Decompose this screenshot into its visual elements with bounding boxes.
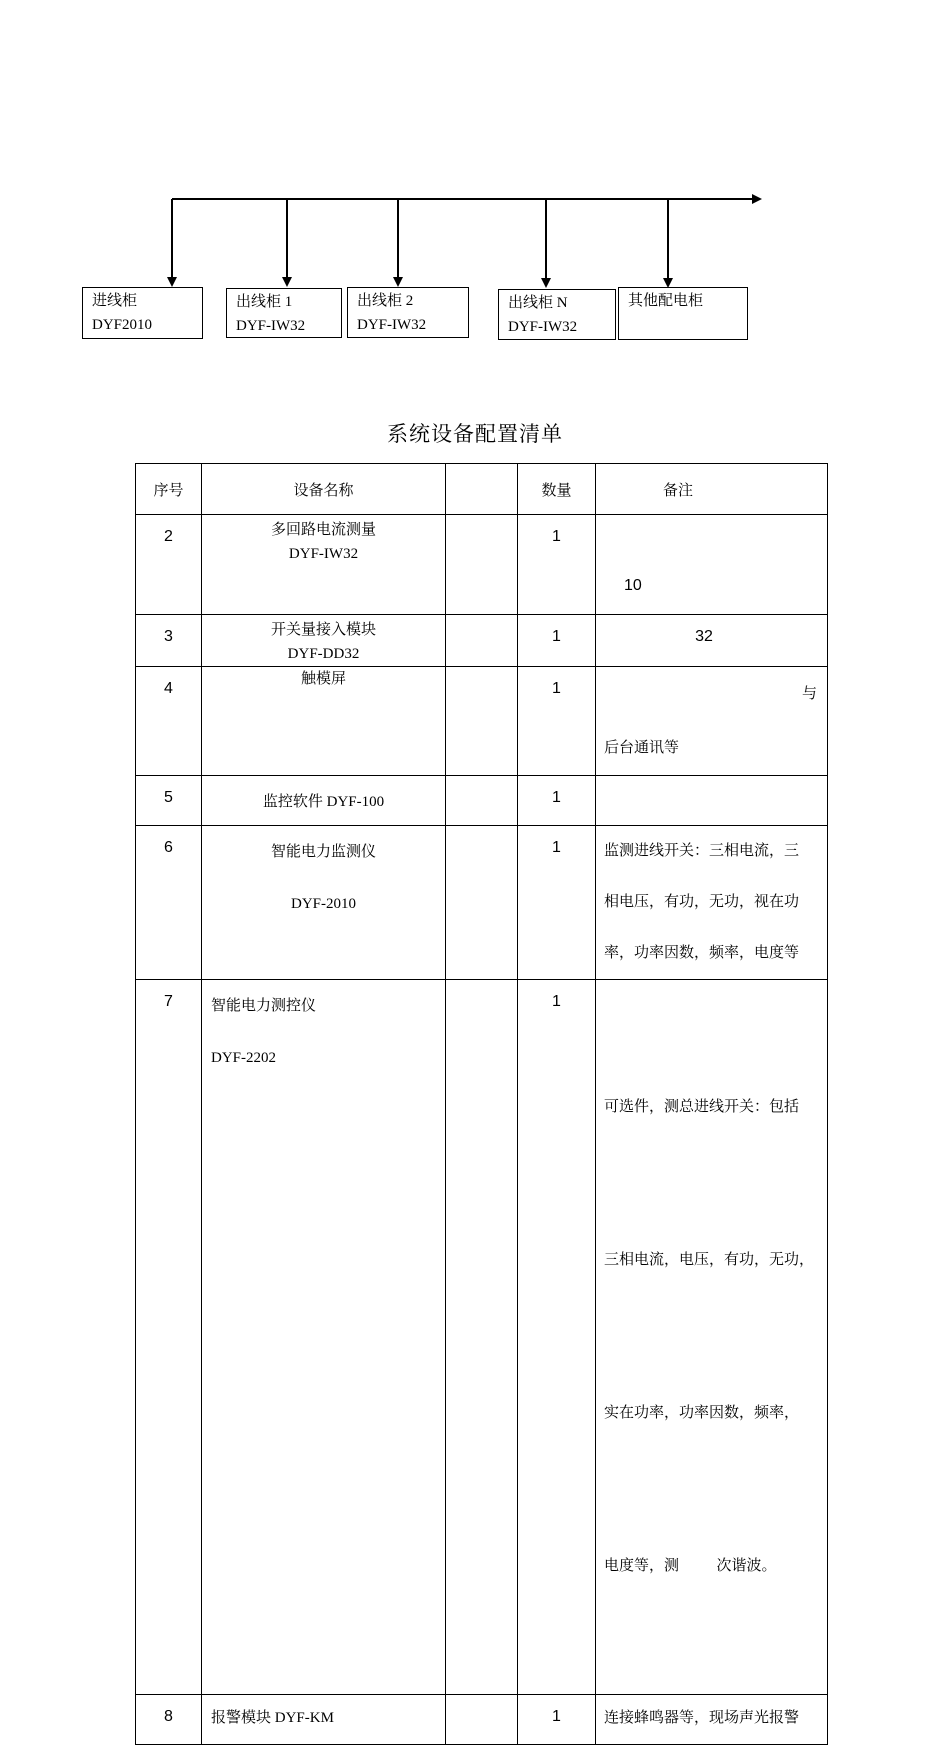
cell-blank — [446, 776, 518, 826]
cell-name: 智能电力测控仪 DYF-2202 — [202, 980, 446, 1695]
cell-remark: 10 — [596, 515, 828, 615]
cell-blank — [446, 667, 518, 776]
cabinet-model: DYF2010 — [92, 317, 153, 333]
cell-no: 6 — [136, 826, 202, 980]
page-title: 系统设备配置清单 — [387, 422, 563, 446]
cell-qty: 1 — [518, 515, 596, 615]
cell-remark: 与 后台通讯等 — [596, 667, 828, 776]
cell-blank — [446, 1695, 518, 1745]
cell-remark — [596, 776, 828, 826]
table-row — [136, 1695, 828, 1745]
cell-name: 多回路电流测量 DYF-IW32 — [202, 515, 446, 615]
cabinet-label: 进线柜 — [92, 293, 138, 309]
cell-name: 触模屏 — [202, 667, 446, 776]
header-name: 设备名称 — [202, 464, 446, 515]
cabinet-model: DYF-IW32 — [357, 317, 427, 333]
cabinet-box-incoming — [82, 287, 203, 339]
cell-no: 4 — [136, 667, 202, 776]
cabinet-box-other — [618, 287, 748, 340]
drop-arrow-2 — [282, 277, 292, 287]
cell-blank — [446, 980, 518, 1695]
table-row — [136, 980, 828, 1695]
table-row — [136, 776, 828, 826]
header-remark: 备注 — [596, 464, 828, 515]
bus-arrowhead — [752, 194, 762, 204]
config-table — [135, 463, 828, 1745]
cabinet-label: 其他配电柜 — [628, 293, 704, 309]
cabinet-label: 出线柜 N — [508, 295, 568, 311]
cabinet-box-outgoing-n — [498, 289, 616, 340]
cell-no: 2 — [136, 515, 202, 615]
cell-remark: 连接蜂鸣器等，现场声光报警 — [596, 1695, 828, 1745]
table-row — [136, 667, 828, 776]
table-row — [136, 615, 828, 667]
cell-qty: 1 — [518, 1695, 596, 1745]
cell-qty: 1 — [518, 980, 596, 1695]
cell-qty: 1 — [518, 826, 596, 980]
table-row — [136, 515, 828, 615]
cabinet-box-outgoing-2 — [347, 287, 469, 338]
table-header-row — [136, 464, 828, 515]
cabinet-model: DYF-IW32 — [236, 318, 306, 334]
header-qty: 数量 — [518, 464, 596, 515]
table-row — [136, 826, 828, 980]
cell-name: 监控软件 DYF-100 — [202, 776, 446, 826]
cell-qty: 1 — [518, 615, 596, 667]
cabinet-box-outgoing-1 — [226, 288, 342, 338]
cabinet-model: DYF-IW32 — [508, 319, 578, 335]
cell-remark: 监测进线开关：三相电流，三 相电压，有功，无功，视在功 率，功率因数，频率，电度等 — [596, 826, 828, 980]
cell-no: 3 — [136, 615, 202, 667]
header-blank — [446, 464, 518, 515]
cell-remark: 可选件，测总进线开关：包括 三相电流，电压，有功，无功， 实在功率，功率因数，频率， 电度等，测 次谐波。 — [596, 980, 828, 1695]
cell-no: 5 — [136, 776, 202, 826]
cabinet-label: 出线柜 1 — [236, 294, 293, 310]
drop-arrow-1 — [167, 277, 177, 287]
cell-blank — [446, 515, 518, 615]
header-no: 序号 — [136, 464, 202, 515]
cell-blank — [446, 615, 518, 667]
cell-no: 8 — [136, 1695, 202, 1745]
cell-blank — [446, 826, 518, 980]
cabinet-label: 出线柜 2 — [357, 293, 414, 309]
cell-remark: 32 — [596, 615, 828, 667]
cell-name: 智能电力监测仪 DYF-2010 — [202, 826, 446, 980]
drop-arrow-4 — [541, 278, 551, 288]
cell-qty: 1 — [518, 667, 596, 776]
cell-no: 7 — [136, 980, 202, 1695]
cell-name: 报警模块 DYF-KM — [202, 1695, 446, 1745]
cell-name: 开关量接入模块 DYF-DD32 — [202, 615, 446, 667]
cell-qty: 1 — [518, 776, 596, 826]
drop-arrow-3 — [393, 277, 403, 287]
